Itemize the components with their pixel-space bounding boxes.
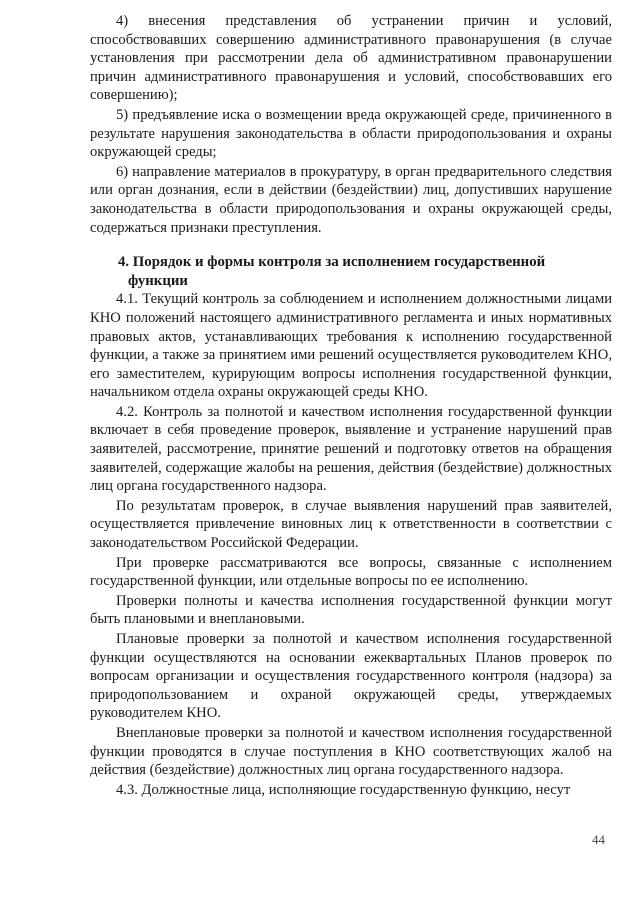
section-heading-line1: 4. Порядок и формы контроля за исполнением государственной — [118, 254, 546, 271]
paragraph-item-6: 6) направление материалов в прокуратуру, в орган предварительного следствия или орган дознания, если в действии (бездействии) лиц, допустивших нарушение законодательства в области природопользования и охраны окружающей среды, содержаться признаки преступления. — [90, 163, 612, 236]
paragraph-inspection-types: Проверки полноты и качества исполнения государственной функции могут быть плановыми и внеплановыми. — [90, 592, 612, 628]
document-body — [90, 12, 612, 799]
paragraph-inspection-scope: При проверке рассматриваются все вопросы, связанные с исполнением государственной функции, или отдельные вопросы по ее исполнению. — [90, 554, 612, 590]
paragraph-item-4: 4) внесения представления об устранении причин и условий, способствовавших совершению административного правонарушения (в случае установления при рассмотрении дела об административном правонарушении причин административного правонарушения и условий, способствовавших его совершению); — [90, 13, 612, 104]
paragraph-4-2: 4.2. Контроль за полнотой и качеством исполнения государственной функции включает в себя проведение проверок, выявление и устранение нарушений прав заявителей, рассмотрение, принятие решений и подготовку ответов на обращения заявителей, содержащие жалобы на решения, действия (бездействие) должностных лиц органа государственного надзора. — [90, 403, 612, 495]
spacer — [90, 237, 612, 253]
page-number: 44 — [592, 832, 605, 847]
paragraph-4-1: 4.1. Текущий контроль за соблюдением и исполнением должностными лицами КНО положений настоящего административного регламента и иных нормативных правовых актов, устанавливающих требования к исполнению государственной функции, а также за принятием ими решений осуществляется руководителем КНО, его заместителем, курирующим вопросы исполнения государственной функции, начальником отдела охраны окружающей среды КНО. — [90, 291, 612, 401]
paragraph-inspection-results: По результатам проверок, в случае выявления нарушений прав заявителей, осуществляется привлечение виновных лиц к ответственности в соответствии с законодательством Российской Федерации. — [90, 497, 612, 552]
section-heading — [90, 253, 612, 290]
paragraph-4-3: 4.3. Должностные лица, исполняющие государственную функцию, несут — [116, 781, 571, 798]
paragraph-item-5: 5) предъявление иска о возмещении вреда окружающей среде, причиненного в результате нарушения законодательства в области природопользования и охраны окружающей среды; — [90, 106, 612, 161]
section-heading-line2: функции — [128, 272, 188, 289]
paragraph-planned-inspections: Плановые проверки за полнотой и качеством исполнения государственной функции осуществляются на основании ежеквартальных Планов проверок по вопросам организации и осуществления государственного контроля (надзора) за природопользованием и охраной окружающей среды, утверждаемых руководителем КНО. — [90, 631, 612, 722]
paragraph-unplanned-inspections: Внеплановые проверки за полнотой и качеством исполнения государственной функции проводятся в случае поступления в КНО соответствующих жалоб на действия (бездействие) должностных лиц органа государственного надзора. — [90, 724, 612, 779]
